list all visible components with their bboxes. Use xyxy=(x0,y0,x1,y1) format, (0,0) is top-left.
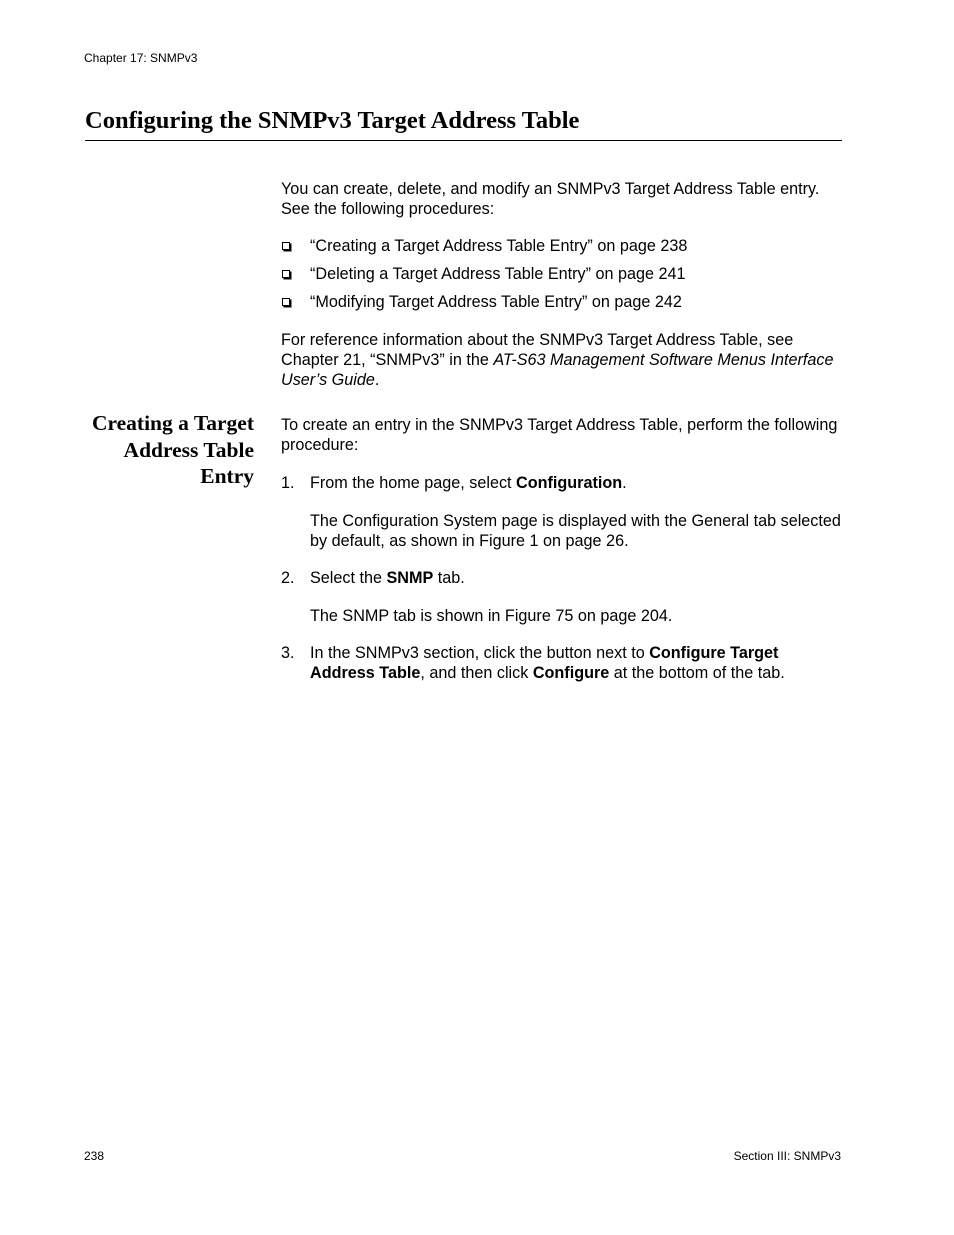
checkbox-bullet-icon xyxy=(282,270,290,278)
checkbox-bullet-icon xyxy=(282,298,290,306)
list-item-text: “Deleting a Target Address Table Entry” on page 241 xyxy=(310,265,686,283)
option-name: Configure Target Address Table xyxy=(310,644,779,682)
step-number: 3. xyxy=(281,644,295,662)
subsection-intro-text: To create an entry in the SNMPv3 Target Address Table, perform the following procedure: xyxy=(281,416,838,454)
list-item-text: “Modifying Target Address Table Entry” on page 242 xyxy=(310,293,682,311)
tab-name: SNMP xyxy=(386,569,434,587)
subsection-heading-line: Creating a Target xyxy=(91,411,254,435)
subsection-heading xyxy=(60,410,254,490)
checkbox-bullet-icon xyxy=(282,242,290,250)
subsection-intro xyxy=(281,415,843,455)
reference-end: . xyxy=(374,371,380,389)
subsection-heading-line: Address Table xyxy=(123,437,254,462)
step-number: 2. xyxy=(281,569,295,587)
guide-title: AT-S63 Management Software Menus Interface User’s Guide xyxy=(281,351,834,389)
list-item xyxy=(281,292,843,320)
intro-text: You can create, delete, and modify an SNMPv3 Target Address Table entry. See the following procedures: xyxy=(281,180,820,218)
section-footer: Section III: SNMPv3 xyxy=(733,1149,841,1163)
list-item xyxy=(281,236,843,264)
step-text: In the SNMPv3 section, click the button next to Configure Target Address Table, and then click Configure at the bottom of the tab. xyxy=(310,644,785,682)
section-title: Configuring the SNMPv3 Target Address Table xyxy=(85,106,842,141)
step-note: The SNMP tab is shown in Figure 75 on page 204. xyxy=(310,607,673,625)
reference-paragraph xyxy=(281,330,843,390)
step-note: The Configuration System page is displayed with the General tab selected by default, as shown in Figure 1 on page 26. xyxy=(310,512,841,550)
list-item xyxy=(281,264,843,292)
step-text: Select the SNMP tab. xyxy=(310,569,465,587)
procedure-list xyxy=(281,236,843,320)
intro-paragraph xyxy=(281,179,843,219)
page-number: 238 xyxy=(84,1149,105,1163)
subsection-heading-line: Entry xyxy=(200,464,254,488)
step-number: 1. xyxy=(281,474,295,492)
button-name: Configure xyxy=(532,664,610,682)
menu-name: Configuration xyxy=(516,474,623,492)
step-text: From the home page, select Configuration. xyxy=(310,474,627,492)
reference-text: For reference information about the SNMPv3 Target Address Table, see Chapter 21, “SNMPv3” in the xyxy=(281,331,794,369)
list-item-text: “Creating a Target Address Table Entry” on page 238 xyxy=(310,237,688,255)
running-header: Chapter 17: SNMPv3 xyxy=(84,51,198,65)
